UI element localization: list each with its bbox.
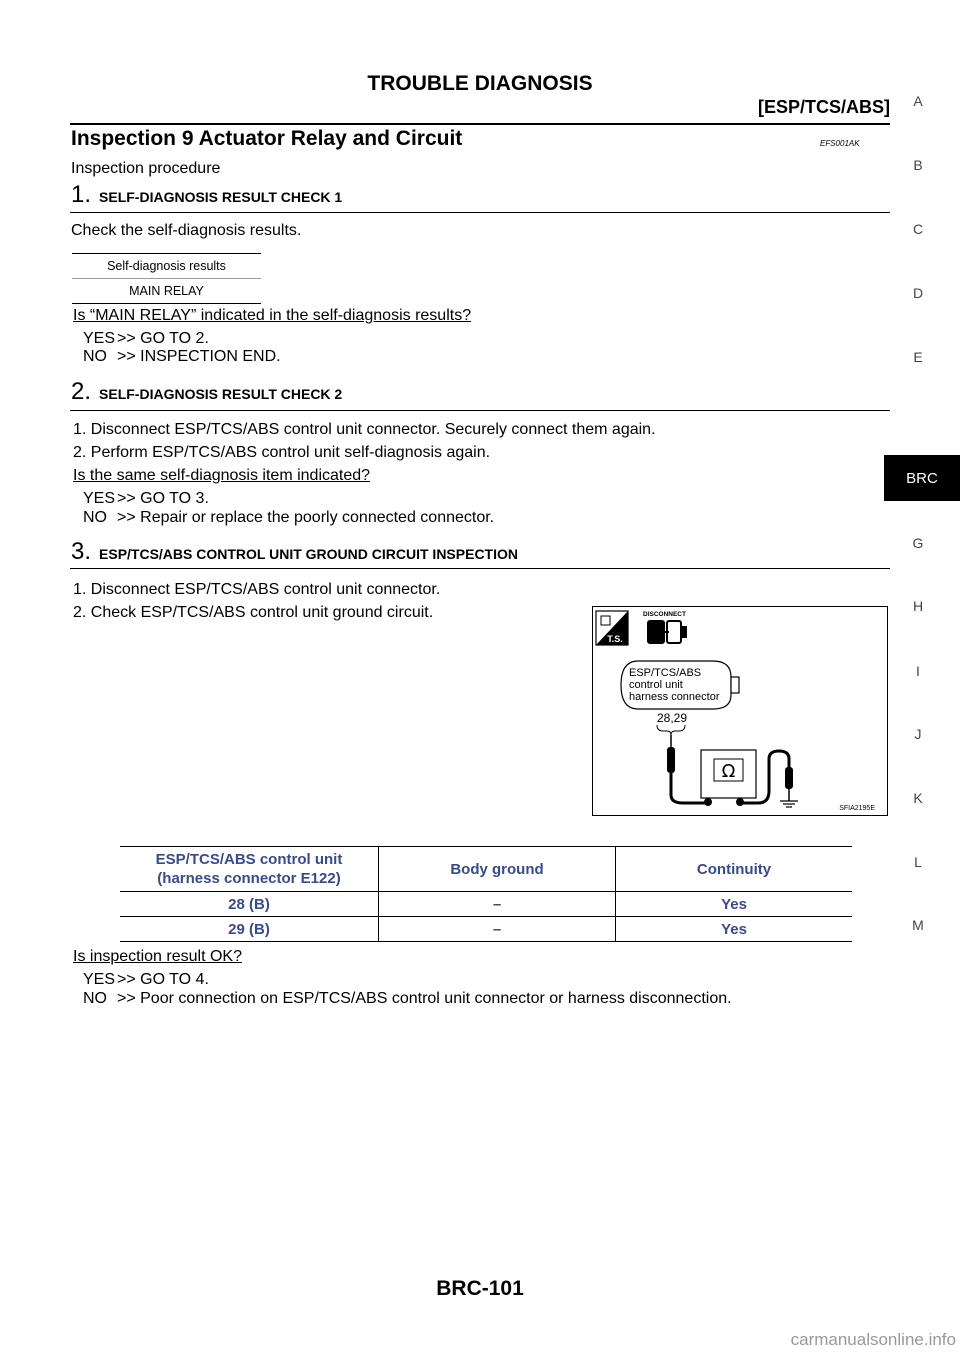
step3-item-2: 2. Check ESP/TCS/ABS control unit ground circuit. [73, 604, 434, 621]
section-intro: Inspection procedure [71, 160, 221, 177]
col-header-control-unit-line-1: ESP/TCS/ABS control unit [155, 851, 343, 868]
page-header-title: TROUBLE DIAGNOSIS [367, 72, 593, 95]
side-tab-i[interactable]: I [916, 663, 920, 679]
step3-title: ESP/TCS/ABS CONTROL UNIT GROUND CIRCUIT INSPECTION [99, 546, 518, 562]
side-tab-brc-active[interactable]: BRC [884, 455, 960, 501]
side-tab-c[interactable]: C [912, 221, 924, 237]
step1-number: 1. [71, 181, 92, 208]
yes-label: YES [83, 490, 116, 507]
step3-item-1: 1. Disconnect ESP/TCS/ABS control unit connector. [73, 581, 441, 598]
table-row [120, 917, 852, 942]
step3-rule [70, 568, 890, 569]
section-title: Inspection 9 Actuator Relay and Circuit [71, 127, 463, 150]
table-cell: – [379, 892, 616, 917]
side-tab-l[interactable]: L [914, 854, 922, 870]
ohm-symbol: Ω [721, 761, 736, 782]
ts-icon [596, 611, 628, 645]
connector-label-line-1: ESP/TCS/ABS [629, 667, 702, 679]
step2-question: Is the same self-diagnosis item indicated? [73, 467, 371, 484]
col-header-control-unit [120, 847, 379, 892]
side-tab-d[interactable]: D [912, 285, 924, 301]
terminal-numbers: 28,29 [657, 711, 688, 725]
ohmmeter-icon [701, 750, 756, 806]
continuity-table [120, 846, 852, 942]
side-tab-b[interactable]: B [913, 157, 923, 173]
step1-text: Check the self-diagnosis results. [71, 222, 302, 239]
side-tab-j[interactable]: J [914, 726, 922, 742]
step2-no [83, 509, 494, 527]
figure-drawing [593, 607, 886, 814]
disconnect-icon [647, 620, 687, 644]
side-tab-k[interactable]: K [913, 790, 923, 806]
ts-text: T.S. [607, 634, 623, 644]
side-tab-g[interactable]: G [912, 535, 924, 551]
step1-no [83, 348, 281, 366]
no-label: NO [83, 990, 107, 1007]
no-text: >> INSPECTION END. [117, 348, 281, 365]
page-number: BRC-101 [436, 1277, 524, 1300]
table-cell: – [379, 917, 616, 942]
step1-heading [71, 181, 342, 209]
disconnect-text: DISCONNECT [643, 611, 686, 618]
ground-circuit-figure [592, 606, 888, 816]
step3-yes [83, 971, 209, 989]
yes-text: >> GO TO 4. [117, 971, 209, 988]
table-row [120, 892, 852, 917]
table-cell: 28 (B) [120, 892, 379, 917]
no-text: >> Repair or replace the poorly connected connector. [117, 509, 495, 526]
yes-text: >> GO TO 3. [117, 490, 209, 507]
ground-symbol-icon [780, 801, 798, 807]
connector-label-line-3: harness connector [629, 691, 720, 703]
col-header-continuity: Continuity [616, 847, 853, 892]
self-diagnosis-table-value: MAIN RELAY [129, 284, 204, 298]
side-tab-m[interactable]: M [912, 917, 924, 933]
col-header-body-ground: Body ground [379, 847, 616, 892]
no-label: NO [83, 348, 107, 365]
step3-no [83, 990, 732, 1008]
step1-rule [70, 212, 890, 213]
table-cell: Yes [616, 917, 853, 942]
step3-question: Is inspection result OK? [73, 948, 242, 965]
col-header-control-unit-line-2: (harness connector E122) [157, 870, 341, 887]
table-cell: 29 (B) [120, 917, 379, 942]
yes-text: >> GO TO 2. [117, 330, 209, 347]
table-cell: Yes [616, 892, 853, 917]
step2-yes [83, 490, 209, 508]
self-diagnosis-table-header: Self-diagnosis results [72, 254, 261, 279]
side-tab-a[interactable]: A [913, 93, 923, 109]
step2-title: SELF-DIAGNOSIS RESULT CHECK 2 [99, 386, 343, 402]
no-label: NO [83, 509, 107, 526]
terminal-brace [657, 725, 685, 735]
yes-label: YES [83, 971, 116, 988]
section-code: EFS001AK [820, 139, 860, 148]
connector-label-line-2: control unit [629, 679, 683, 691]
watermark: carmanualsonline.info [790, 1330, 956, 1349]
side-tab-h[interactable]: H [912, 598, 924, 614]
step2-rule [70, 410, 890, 411]
figure-code: SFIA2195E [839, 805, 875, 812]
step2-item-1: 1. Disconnect ESP/TCS/ABS control unit connector. Securely connect them again. [73, 421, 656, 438]
header-rule [70, 123, 890, 125]
step1-yes [83, 330, 209, 348]
no-text: >> Poor connection on ESP/TCS/ABS control unit connector or harness disconnection. [117, 990, 732, 1007]
step2-number: 2. [71, 378, 92, 405]
step3-number: 3. [71, 538, 92, 565]
page-header-subtitle: [ESP/TCS/ABS] [757, 97, 890, 117]
step3-heading [71, 538, 518, 566]
step2-item-2: 2. Perform ESP/TCS/ABS control unit self-diagnosis again. [73, 444, 491, 461]
step1-question: Is “MAIN RELAY” indicated in the self-diagnosis results? [73, 307, 472, 324]
step1-title: SELF-DIAGNOSIS RESULT CHECK 1 [99, 189, 343, 205]
step2-heading [71, 378, 342, 406]
side-tab-e[interactable]: E [913, 349, 923, 365]
self-diagnosis-table [72, 253, 261, 304]
yes-label: YES [83, 330, 116, 347]
